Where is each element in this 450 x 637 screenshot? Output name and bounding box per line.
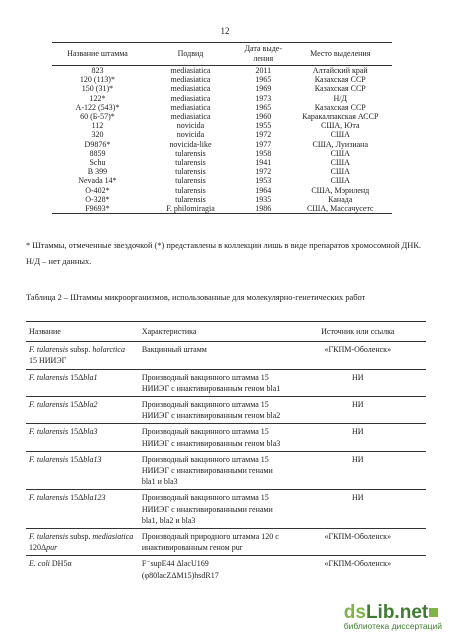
table-cell: США: [330, 148, 350, 158]
table-cell: Каракалпакская АССР: [302, 112, 379, 122]
table-cell: США: [330, 176, 350, 186]
table-cell: tularensis: [175, 158, 206, 168]
table-row: [26, 369, 426, 396]
table-row: [26, 397, 426, 424]
source-cell: НИ: [290, 490, 426, 529]
table-cell: 122*: [89, 93, 106, 103]
table-cell: 1969: [255, 84, 272, 94]
table-row: [52, 66, 392, 76]
table-cell: mediasiatica: [170, 112, 211, 122]
table-cell: 320: [91, 130, 104, 140]
table-cell: 1941: [255, 158, 272, 168]
strain-name-cell: F. tularensis 15Δbla3: [26, 424, 139, 451]
characteristic-cell: Производный вакцинного штамма 15 НИИЭГ с инактивированными генами bla1 и bla3: [139, 451, 290, 490]
table-row: [52, 149, 392, 158]
characteristic-cell: Производный вакцинного штамма 15 НИИЭГ с инактивированным геном bla2: [139, 397, 290, 424]
table-cell: 1958: [255, 148, 272, 158]
source-cell: НИ: [290, 369, 426, 396]
table-row: [52, 186, 392, 195]
table-cell: 1973: [255, 93, 272, 103]
table-row: [52, 84, 392, 93]
table-cell: США: [330, 167, 350, 177]
table-cell: В 399: [87, 167, 108, 177]
strains-table: [52, 42, 392, 214]
table-cell: 1960: [255, 112, 272, 122]
table-cell: Казахская ССР: [314, 75, 366, 85]
table-row: [52, 140, 392, 149]
table-cell: Казахская ССР: [314, 84, 366, 94]
table-header-row: [26, 322, 426, 342]
source-cell: НИ: [290, 424, 426, 451]
table-cell: mediasiatica: [170, 93, 211, 103]
table-cell: 1986: [238, 204, 288, 214]
table-cell: О-402*: [85, 185, 110, 195]
table-cell: mediasiatica: [170, 66, 211, 75]
table-cell: F9693*: [52, 204, 143, 214]
table-cell: F. philomiragia: [143, 204, 238, 214]
table-row: [52, 176, 392, 185]
table-cell: Алтайский край: [312, 66, 368, 75]
strain-name-cell: F. tularensis subsp. mediasiatica 120Δpur: [26, 529, 139, 556]
table-cell: Schu: [89, 158, 106, 168]
page-number: 12: [220, 26, 230, 36]
table-cell: 1972: [255, 130, 272, 140]
strain-name-cell: F. tularensis subsp. holarctica 15 НИИЭГ: [26, 342, 139, 369]
column-header: Подвид: [143, 43, 238, 66]
table-cell: novicida-like: [169, 139, 212, 149]
table-cell: США, Юта: [320, 121, 360, 131]
dslib-watermark: [344, 602, 442, 631]
table-cell: 1935: [255, 194, 272, 204]
table-cell: novicida: [176, 121, 205, 131]
table-cell: tularensis: [175, 148, 206, 158]
table-cell: tularensis: [175, 185, 206, 195]
table-cell: 823: [91, 66, 104, 75]
table-cell: 120 (113)*: [79, 75, 115, 85]
table-row: [26, 451, 426, 490]
table-cell: 1965: [255, 75, 272, 85]
strain-name-cell: F. tularensis 15Δbla123: [26, 490, 139, 529]
table-cell: Канада: [328, 194, 353, 204]
table-footnote: * Штаммы, отмеченные звездочкой (*) представлены в коллекции лишь в виде препаратов хромосомной ДНК. Н/Д – нет данных.: [26, 241, 421, 266]
table-cell: 1953: [255, 176, 272, 186]
table-cell: mediasiatica: [170, 75, 211, 85]
table-row: [52, 103, 392, 112]
characteristic-cell: Производный природного штамма 120 с инактивированным геном pur: [139, 529, 290, 556]
table-cell: О-328*: [85, 194, 110, 204]
table-row: [26, 424, 426, 451]
column-header: Название: [26, 322, 139, 342]
strain-name-cell: E. coli DH5α: [26, 556, 139, 583]
column-header: Характеристика: [139, 322, 290, 342]
column-header: Место выделения: [289, 43, 392, 66]
table-row: [52, 158, 392, 167]
table-cell: 1964: [255, 185, 272, 195]
table-cell: 60 (Б-57)*: [80, 112, 115, 122]
source-cell: НИ: [290, 451, 426, 490]
table-row: [26, 490, 426, 529]
strain-name-cell: F. tularensis 15Δbla1: [26, 369, 139, 396]
table-cell: Казахская ССР: [314, 102, 366, 112]
table-cell: США, Массачусетс: [289, 204, 392, 214]
table-cell: tularensis: [175, 167, 206, 177]
characteristic-cell: Производный вакцинного штамма 15 НИИЭГ с инактивированными генами bla1, bla2 и bla3: [139, 490, 290, 529]
characteristic-cell: F⁻supE44 ΔlacU169 (φ80lacZΔM15)hsdR17: [139, 556, 290, 583]
microorganisms-table: [26, 321, 426, 583]
source-cell: «ГКПМ-Оболенск»: [290, 342, 426, 369]
strain-name-cell: F. tularensis 15Δbla2: [26, 397, 139, 424]
table-cell: tularensis: [175, 176, 206, 186]
characteristic-cell: Производный вакцинного штамма 15 НИИЭГ с инактивированным геном bla1: [139, 369, 290, 396]
table-cell: novicida: [176, 130, 205, 140]
table-cell: 1972: [255, 167, 272, 177]
column-header: Источник или ссылка: [290, 322, 426, 342]
table-row: [26, 556, 426, 583]
source-cell: НИ: [290, 397, 426, 424]
table-cell: 2011: [255, 66, 272, 75]
table-row: [52, 94, 392, 103]
table-cell: 1965: [255, 102, 272, 112]
table-cell: 150 (31)*: [81, 84, 114, 94]
table-caption: Таблица 2 – Штаммы микроорганизмов, использованные для молекулярно-генетических работ: [26, 293, 366, 302]
table-row: [52, 204, 392, 214]
table-row: [26, 529, 426, 556]
strain-name-cell: F. tularensis 15Δbla13: [26, 451, 139, 490]
table-cell: D9876*: [84, 139, 111, 149]
table-row: [52, 121, 392, 130]
table-row: [52, 167, 392, 176]
table-row: [52, 195, 392, 204]
table-row: [26, 342, 426, 369]
table-cell: 1955: [255, 121, 272, 131]
table-cell: Н/Д: [333, 93, 347, 103]
table-cell: США: [330, 130, 350, 140]
table-cell: Nevada 14*: [78, 176, 117, 186]
characteristic-cell: Вакцинный штамм: [139, 342, 290, 369]
characteristic-cell: Производный вакцинного штамма 15 НИИЭГ с инактивированным геном bla3: [139, 424, 290, 451]
table-row: [52, 112, 392, 121]
table-cell: 8859: [89, 148, 106, 158]
table-cell: США, Луизиана: [312, 139, 369, 149]
table-row: [52, 130, 392, 139]
table-cell: США, Мэриленд: [311, 185, 370, 195]
table-cell: США: [330, 158, 350, 168]
table-cell: 112: [91, 121, 104, 131]
watermark-logo: dsLib.net: [344, 602, 442, 624]
table-cell: 1977: [255, 139, 272, 149]
column-header: Дата выде- ления: [238, 43, 288, 66]
table-row: [52, 75, 392, 84]
source-cell: «ГКПМ-Оболенск»: [290, 529, 426, 556]
watermark-subtitle: библиотека диссертаций: [343, 621, 442, 631]
table-cell: tularensis: [175, 194, 206, 204]
table-cell: А-122 (543)*: [75, 102, 120, 112]
table-cell: mediasiatica: [170, 102, 211, 112]
table-header-row: [52, 43, 392, 66]
table-cell: mediasiatica: [170, 84, 211, 94]
source-cell: «ГКПМ-Оболенск»: [290, 556, 426, 583]
column-header: Название штамма: [52, 43, 143, 66]
